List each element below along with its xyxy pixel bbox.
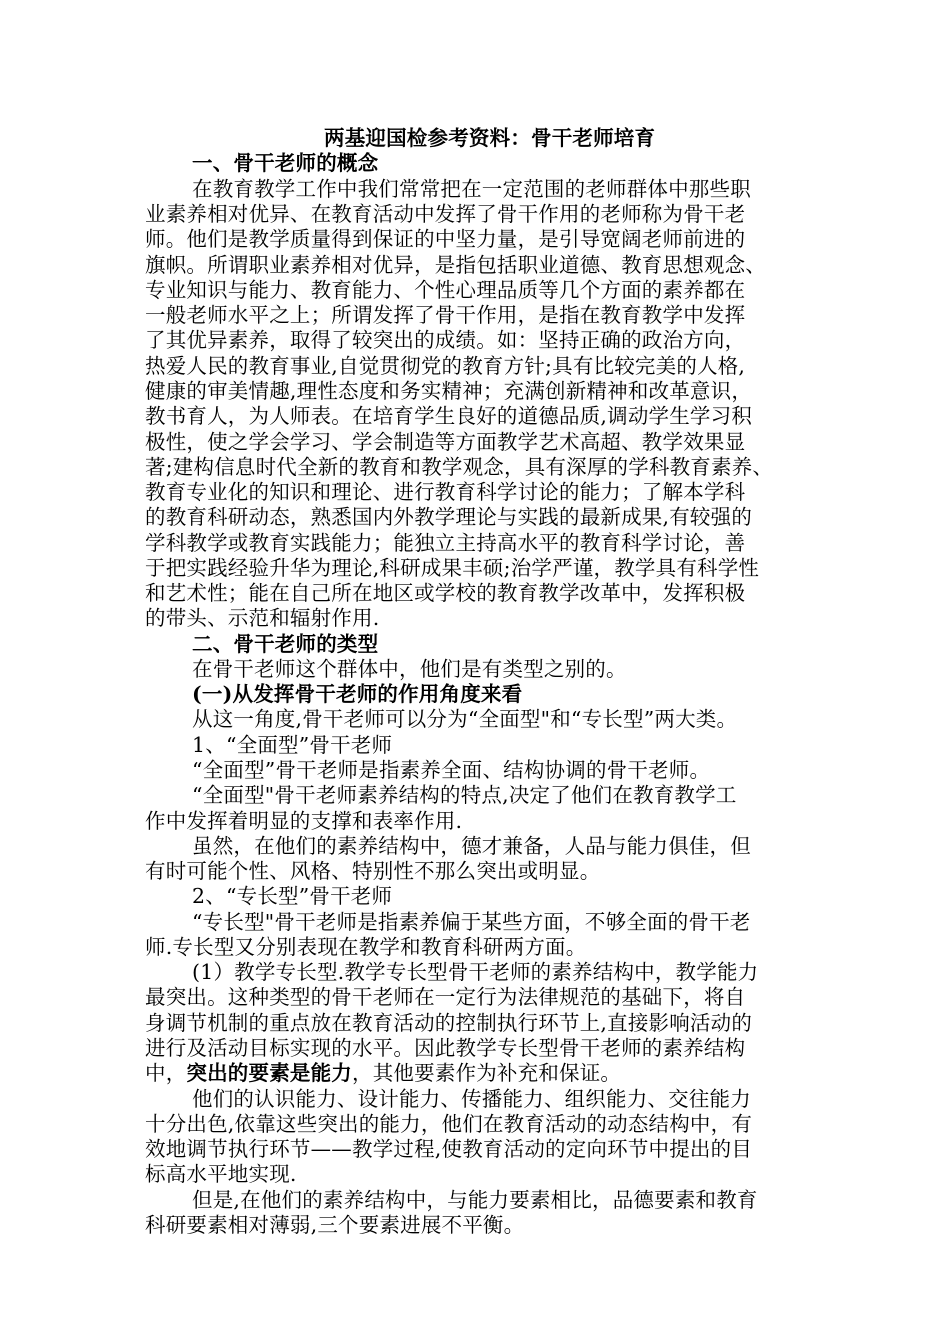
paragraph-line: 进行及活动目标实现的水平。因此教学专长型骨干老师的素养结构 — [145, 1036, 746, 1060]
mixed-post: ，其他要素作为补充和保证。 — [352, 1061, 622, 1085]
paragraph-line: 标高水平地实现. — [145, 1162, 297, 1186]
paragraph-line: 科研要素相对薄弱,三个要素进展不平衡。 — [145, 1213, 525, 1237]
section-heading: 一、骨干老师的概念 — [192, 151, 379, 175]
paragraph-line: 健康的审美情趣,理性态度和务实精神；充满创新精神和改革意识， — [145, 379, 753, 403]
item-heading: 2、“专长型”骨干老师 — [192, 884, 393, 908]
item-heading: 1、“全面型”骨干老师 — [192, 733, 393, 757]
paragraph-line: 从这一角度,骨干老师可以分为“全面型"和“专长型”两大类。 — [192, 707, 738, 731]
mixed-bold: 突出的要素是能力 — [186, 1061, 353, 1085]
paragraph-line: “全面型"骨干老师素养结构的特点,决定了他们在教育教学工 — [192, 783, 737, 807]
paragraph-line: 了其优异素养，取得了较突出的成绩。如：坚持正确的政治方向， — [145, 328, 746, 352]
paragraph-line: 在骨干老师这个群体中，他们是有类型之别的。 — [192, 657, 627, 681]
paragraph-line: 在教育教学工作中我们常常把在一定范围的老师群体中那些职 — [192, 177, 751, 201]
paragraph-line: 作中发挥着明显的支撑和表率作用. — [145, 809, 463, 833]
paragraph-line: 效地调节执行环节——教学过程,使教育活动的定向环节中提出的目 — [145, 1137, 753, 1161]
paragraph-line-mixed — [145, 1060, 621, 1086]
paragraph-line: 师。他们是教学质量得到保证的中坚力量，是引导宽阔老师前进的 — [145, 227, 746, 251]
paragraph-line: 业素养相对优异、在教育活动中发挥了骨干作用的老师称为骨干老 — [145, 202, 746, 226]
section-heading: 二、骨干老师的类型 — [192, 632, 379, 656]
paragraph-line: 专业知识与能力、教育能力、个性心理品质等几个方面的素养都在 — [145, 278, 746, 302]
subsection-heading: (一)从发挥骨干老师的作用角度来看 — [192, 682, 523, 706]
paragraph-line: 师.专长型又分别表现在教学和教育科研两方面。 — [145, 935, 587, 959]
paragraph-line: 热爱人民的教育事业,自觉贯彻党的教育方针;具有比较完美的人格, — [145, 354, 746, 378]
paragraph-line: “全面型”骨干老师是指素养全面、结构协调的骨干老师。 — [192, 758, 711, 782]
paragraph-line: 他们的认识能力、设计能力、传播能力、组织能力、交往能力 — [192, 1087, 751, 1111]
paragraph-line: “专长型"骨干老师是指素养偏于某些方面，不够全面的骨干老 — [192, 910, 751, 934]
paragraph-line: 的教育科研动态，熟悉国内外教学理论与实践的最新成果,有较强的 — [145, 505, 753, 529]
paragraph-line: 但是,在他们的素养结构中，与能力要素相比，品德要素和教育 — [192, 1188, 758, 1212]
paragraph-line: 著;建构信息时代全新的教育和教学观念，具有深厚的学科教育素养、 — [145, 455, 774, 479]
paragraph-line: 一般老师水平之上；所谓发挥了骨干作用，是指在教育教学中发挥 — [145, 303, 746, 327]
paragraph-line: 最突出。这种类型的骨干老师在一定行为法律规范的基础下，将自 — [145, 985, 746, 1009]
paragraph-line: 十分出色,依靠这些突出的能力，他们在教育活动的动态结构中，有 — [145, 1112, 753, 1136]
paragraph-line: 教育专业化的知识和理论、进行教育科学讨论的能力；了解本学科 — [145, 480, 746, 504]
paragraph-line: 和艺术性；能在自己所在地区或学校的教育教学改革中，发挥积极 — [145, 581, 746, 605]
document-title: 两基迎国检参考资料：骨干老师培育 — [324, 126, 656, 150]
paragraph-line: 极性，使之学会学习、学会制造等方面教学艺术高超、教学效果显 — [145, 430, 746, 454]
paragraph-line: 身调节机制的重点放在教育活动的控制执行环节上,直接影响活动的 — [145, 1011, 753, 1035]
paragraph-line: 旗帜。所谓职业素养相对优异，是指包括职业道德、教育思想观念、 — [145, 253, 766, 277]
paragraph-line: 虽然，在他们的素养结构中，德才兼备，人品与能力俱佳，但 — [192, 834, 751, 858]
paragraph-line: 于把实践经验升华为理论,科研成果丰硕;治学严谨，教学具有科学性 — [145, 556, 760, 580]
mixed-pre: 中， — [145, 1061, 187, 1085]
paragraph-line: (1）教学专长型.教学专长型骨干老师的素养结构中，教学能力 — [192, 960, 759, 984]
paragraph-line: 教书育人，为人师表。在培育学生良好的道德品质,调动学生学习积 — [145, 404, 753, 428]
paragraph-line: 有时可能个性、风格、特别性不那么突出或明显。 — [145, 859, 601, 883]
paragraph-line: 的带头、示范和辐射作用. — [145, 606, 380, 630]
paragraph-line: 学科教学或教育实践能力；能独立主持高水平的教育科学讨论，善 — [145, 531, 746, 555]
